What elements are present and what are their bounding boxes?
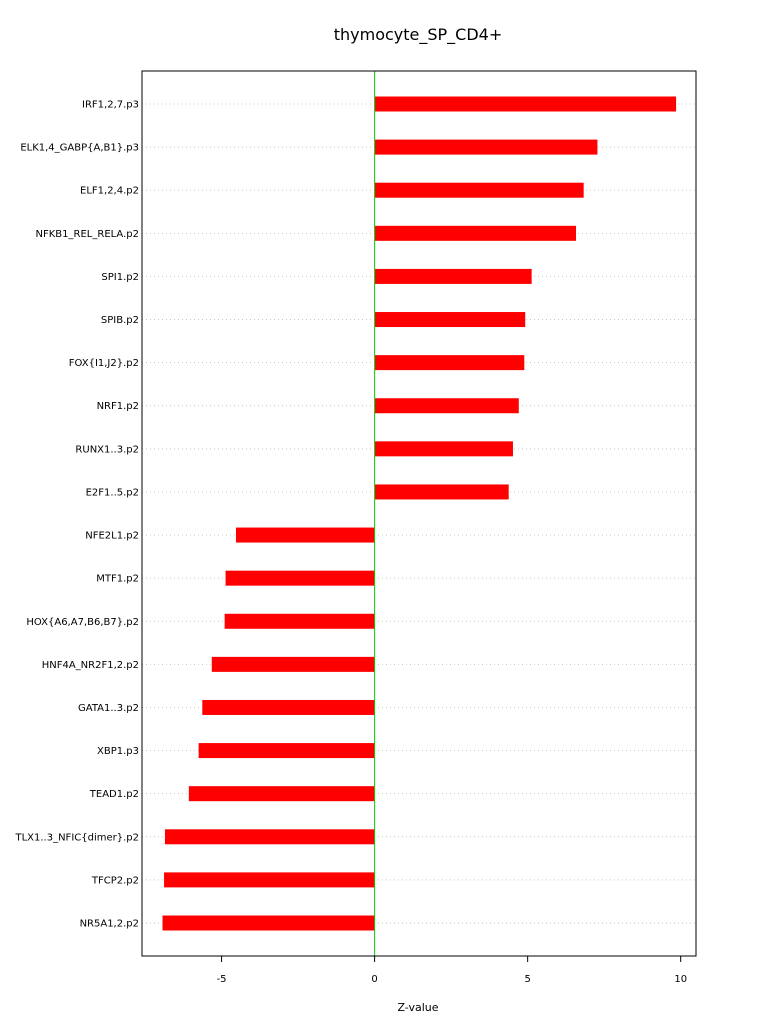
bar (375, 140, 598, 155)
category-label: NFE2L1.p2 (85, 530, 139, 542)
bar (165, 829, 375, 844)
bar (199, 743, 375, 758)
bar (375, 226, 576, 241)
category-label: TFCP2.p2 (91, 875, 139, 887)
x-tick-label: 0 (371, 974, 378, 985)
category-label: RUNX1..3.p2 (75, 444, 139, 456)
category-label: HOX{A6,A7,B6,B7}.p2 (26, 616, 139, 628)
bar (163, 916, 375, 931)
chart-title: thymocyte_SP_CD4+ (333, 25, 503, 44)
category-label: GATA1..3.p2 (78, 702, 139, 714)
bar (202, 700, 374, 715)
bar (375, 355, 525, 370)
category-label: IRF1,2,7.p3 (82, 99, 139, 111)
x-tick-label: 10 (674, 974, 688, 985)
category-label: NRF1.p2 (96, 401, 139, 413)
category-label: ELF1,2,4.p2 (80, 185, 139, 197)
bar (375, 97, 676, 112)
category-label: MTF1.p2 (96, 573, 139, 585)
bar (375, 269, 532, 284)
bar (375, 183, 584, 198)
bar (375, 484, 509, 499)
category-label: NFKB1_REL_RELA.p2 (35, 228, 139, 240)
x-tick-label: 5 (524, 974, 531, 985)
bar (375, 312, 526, 327)
bar (236, 528, 375, 543)
bar (226, 571, 375, 586)
category-label: HNF4A_NR2F1,2.p2 (41, 659, 139, 671)
x-axis-title: Z-value (397, 1001, 439, 1014)
plot-frame (142, 71, 696, 956)
bar (225, 614, 375, 629)
bar (164, 872, 375, 887)
category-label: NR5A1,2.p2 (79, 918, 139, 930)
bar (375, 441, 513, 456)
category-label: ELK1,4_GABP{A,B1}.p3 (20, 142, 139, 154)
category-label: E2F1..5.p2 (85, 487, 139, 499)
category-labels (14, 100, 139, 930)
bar (375, 398, 519, 413)
category-label: SPIB.p2 (100, 315, 139, 327)
category-label: FOX{I1,J2}.p2 (68, 358, 139, 370)
bar (189, 786, 375, 801)
category-label: XBP1.p3 (97, 746, 139, 758)
bar (212, 657, 375, 672)
x-tick-label: -5 (216, 974, 227, 985)
category-label: TEAD1.p2 (89, 789, 139, 801)
x-axis (217, 956, 687, 985)
bars (163, 97, 677, 931)
category-label: TLX1..3_NFIC{dimer}.p2 (15, 832, 139, 844)
category-label: SPI1.p2 (101, 271, 139, 283)
